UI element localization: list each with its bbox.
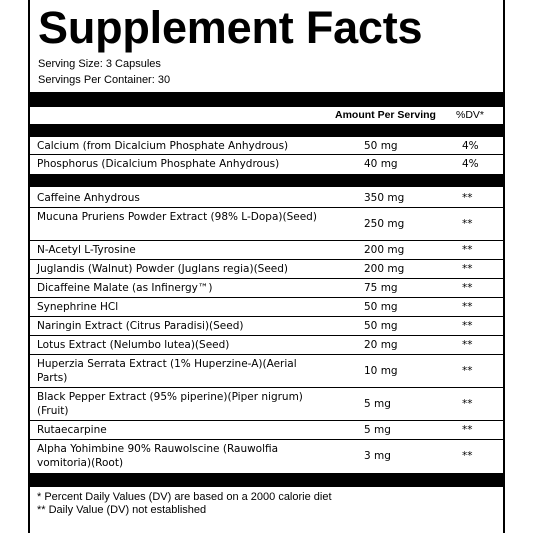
ingredient-amount: 3 mg: [364, 450, 391, 462]
table-row: [30, 137, 503, 155]
ingredient-name: Phosphorus (Dicalcium Phosphate Anhydrous): [37, 158, 280, 170]
table-row: [30, 279, 503, 298]
footnote-dv-basis: * Percent Daily Values (DV) are based on a 2000 calorie diet: [37, 491, 332, 503]
ingredient-dv: 4%: [462, 140, 479, 152]
table-row: [30, 336, 503, 355]
ingredient-name: Synephrine HCl: [37, 301, 119, 313]
ingredient-amount: 350 mg: [364, 192, 405, 204]
ingredient-dv: **: [462, 398, 473, 410]
section-divider: [30, 174, 503, 187]
ingredient-dv: **: [462, 339, 473, 351]
section-divider: [30, 124, 503, 137]
servings-per-container: Servings Per Container: 30: [38, 74, 171, 86]
ingredient-name: Alpha Yohimbine 90% Rauwolscine (Rauwolfia vomitoria)(Root): [37, 443, 279, 469]
daily-value-header: %DV*: [456, 109, 485, 121]
table-row: [30, 187, 503, 208]
ingredient-amount: 20 mg: [364, 339, 398, 351]
ingredient-amount: 50 mg: [364, 140, 398, 152]
serving-size: Serving Size: 3 Capsules: [38, 58, 161, 70]
table-row: [30, 208, 503, 241]
table-row: [30, 355, 503, 388]
ingredient-dv: **: [462, 450, 473, 462]
ingredient-amount: 50 mg: [364, 320, 398, 332]
column-header-row: [30, 107, 503, 124]
table-row: [30, 388, 503, 421]
ingredient-dv: **: [462, 365, 473, 377]
ingredient-name: Rutaecarpine: [37, 424, 107, 436]
footnote-dv-not-established: ** Daily Value (DV) not established: [37, 504, 207, 516]
ingredient-dv: **: [462, 244, 473, 256]
table-row: [30, 241, 503, 260]
ingredient-dv: **: [462, 192, 473, 204]
ingredient-name: Mucuna Pruriens Powder Extract (98% L-Dopa)(Seed): [37, 211, 317, 223]
ingredient-dv: **: [462, 263, 473, 275]
ingredient-amount: 250 mg: [364, 218, 405, 230]
panel-title: Supplement Facts: [38, 2, 423, 53]
ingredient-name: Lotus Extract (Nelumbo lutea)(Seed): [37, 339, 230, 351]
thick-divider: [30, 92, 503, 107]
ingredient-name: Dicaffeine Malate (as Infinergy™): [37, 282, 213, 294]
table-row: [30, 317, 503, 336]
ingredient-dv: **: [462, 218, 473, 230]
amount-per-serving-header: Amount Per Serving: [335, 109, 436, 121]
ingredient-name: Juglandis (Walnut) Powder (Juglans regia)(Seed): [37, 263, 289, 275]
section-divider: [30, 473, 503, 487]
ingredient-amount: 40 mg: [364, 158, 398, 170]
minerals-section: [30, 137, 503, 174]
ingredient-amount: 5 mg: [364, 424, 391, 436]
footnotes: [30, 487, 503, 517]
ingredient-dv: 4%: [462, 158, 479, 170]
table-row: [30, 421, 503, 440]
table-row: [30, 260, 503, 279]
ingredient-dv: **: [462, 301, 473, 313]
table-row: [30, 298, 503, 317]
ingredient-name: Naringin Extract (Citrus Paradisi)(Seed): [37, 320, 244, 332]
ingredient-name: Black Pepper Extract (95% piperine)(Piper nigrum)(Fruit): [37, 391, 303, 417]
ingredient-amount: 10 mg: [364, 365, 398, 377]
ingredient-amount: 200 mg: [364, 244, 405, 256]
blend-section: [30, 187, 503, 473]
ingredient-dv: **: [462, 424, 473, 436]
ingredient-amount: 75 mg: [364, 282, 398, 294]
ingredient-name: Huperzia Serrata Extract (1% Huperzine-A)(Aerial Parts): [37, 358, 297, 384]
table-row: [30, 155, 503, 174]
ingredient-amount: 200 mg: [364, 263, 405, 275]
ingredient-dv: **: [462, 320, 473, 332]
supplement-facts-panel: [28, 0, 505, 533]
table-row: [30, 440, 503, 473]
ingredient-amount: 5 mg: [364, 398, 391, 410]
ingredient-name: N-Acetyl L-Tyrosine: [37, 244, 136, 256]
ingredient-amount: 50 mg: [364, 301, 398, 313]
ingredient-name: Caffeine Anhydrous: [37, 192, 140, 204]
ingredient-dv: **: [462, 282, 473, 294]
ingredient-name: Calcium (from Dicalcium Phosphate Anhydrous): [37, 140, 289, 152]
